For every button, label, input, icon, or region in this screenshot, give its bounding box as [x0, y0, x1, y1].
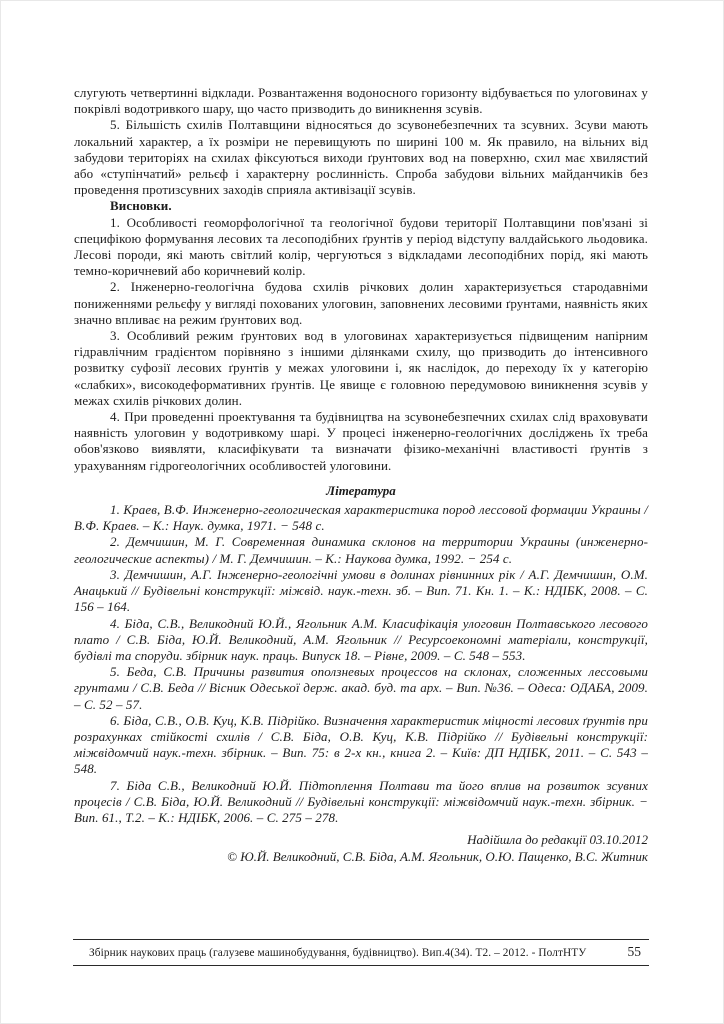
footer-journal-line: Збірник наукових праць (галузеве машинобудування, будівництво). Вип.4(34). Т2. – 2012. - ПолтНТУ — [89, 947, 587, 959]
conclusions-heading: Висновки. — [110, 198, 172, 214]
conclusion-item-3: 3. Особливий режим ґрунтових вод в улоговинах характеризується підвищеним напірним гідравлічним градієнтом порівняно з іншими ділянками схилу, що призводить до інтенсивного розвитку суфозії лесових ґрунтів у межах улоговини і, як наслідок, до переходу їх у категорію «слабких», високодеформативних ґрунтів. Це явище є головною передумовою виникнення зсувів у межах схилів річкових долин. — [74, 328, 648, 408]
conclusion-item-1: 1. Особливості геоморфологічної та геологічної будови території Полтавщини пов'язані зі специфікою формування лесових та лесоподібних ґрунтів у період відступу валдайського льодовика. Лесові породи, які мають світлий колір, чергуються з відкладами лесоподібних порід, які мають темно-коричневий або коричневий колір. — [74, 214, 648, 279]
reference-item-5: 5. Беда, С.В. Причины развития оползневых процессов на склонах, сложенных лессовыми грунтами / С.В. Беда // Вісник Одеської держ. акад. буд. та арх. – Вип. №36. – Одеса: ОДАБА, 2009. – С. 52 – 57. — [74, 664, 648, 712]
page-content — [74, 85, 648, 865]
footer-page-number: 55 — [627, 944, 641, 959]
authors-copyright: © Ю.Й. Великодний, С.В. Біда, А.М. Ягольник, О.Ю. Пащенко, В.С. Житник — [227, 849, 648, 865]
page-footer — [73, 939, 649, 966]
reference-item-4: 4. Біда, С.В., Великодний Ю.Й., Ягольник А.М. Класифікація улоговин Полтавського лесового плато / С.В. Біда, Ю.Й. Великодний, А.М. Ягольник // Ресурсоекономні матеріали, конструкції, будівлі та споруди. збірник наук. праць. Випуск 18. – Рівне, 2009. – С. 548 – 553. — [74, 615, 648, 663]
reference-item-3: 3. Демчишин, А.Г. Інженерно-геологічні умови в долинах рівнинних рік / А.Г. Демчишин, О.М. Анацький // Будівельні конструкції: міжвід. наук.-техн. зб. – Вип. 71. Кн. 1. – К.: НДІБК, 2008. – С. 156 – 164. — [74, 566, 648, 615]
reference-item-2: 2. Демчишин, М. Г. Современная динамика склонов на территории Украины (инженерно-геологические аспекты) / М. Г. Демчишин. – К.: Наукова думка, 1992. − 254 с. — [74, 534, 648, 566]
reference-item-7: 7. Біда С.В., Великодний Ю.Й. Підтоплення Полтави та його вплив на розвиток зсувних процесів / С.В. Біда, Ю.Й. Великодний // Будівельні конструкції: міжвідомчий наук.-техн. збірник. − Вип. 61., Т.2. – К.: НДІБК, 2006. – С. 275 – 278. — [74, 777, 648, 825]
reference-item-6: 6. Біда, С.В., О.В. Куц, К.В. Підрійко. Визначення характеристик міцності лесових ґрунтів при розрахунках стійкості схилів / С.В. Біда, О.В. Куц, К.В. Підрійко // Будівельні конструкції: міжвідомчий наук.-техн. збірник. – Вип. 75: в 2-х кн., книга 2. – Київ: ДП НДІБК, 2011. – С. 543 – 548. — [74, 712, 648, 777]
literature-heading: Література — [326, 482, 396, 498]
reference-item-1: 1. Краев, В.Ф. Инженерно-геологическая характеристика пород лессовой формации Украины / В.Ф. Краев. – К.: Наук. думка, 1971. − 548 с. — [74, 502, 648, 534]
paragraph-item-5: 5. Більшість схилів Полтавщини відносяться до зсувонебезпечних та зсувних. Зсуви мають локальний характер, а їх розміри не перевищують по ширині 100 м. Як правило, на вільних від забудови територіях на схилах фіксуються виходи ґрунтових вод на поверхню, схил має хвилястий або «ступінчатий» рельєф і характерну рослинність. Спроба забудови вільних майданчиків без проведення протизсувних заходів сприяла активізації зсувів. — [74, 117, 648, 198]
conclusion-item-4: 4. При проведенні проектування та будівництва на зсувонебезпечних схилах слід враховувати наявність улоговин у водотривкому шарі. У процесі інженерно-геологічних досліджень їх треба обов'язково виявляти, класифікувати та визначати фізико-механічні властивості ґрунтів з урахуванням гідрогеологічних особливостей улоговини. — [74, 409, 648, 473]
received-note: Надійшла до редакції 03.10.2012 — [467, 832, 648, 848]
conclusion-item-2: 2. Інженерно-геологічна будова схилів річкових долин характеризується стародавніми пониженнями рельєфу у вигляді похованих улоговин, заповнених лесовими ґрунтами, наявність яких значно впливає на режим ґрунтових вод. — [74, 279, 648, 327]
paragraph-continuation: слугують четвертинні відклади. Розвантаження водоносного горизонту відбувається по улоговинах у покрівлі водотривкого шару, що часто призводить до виникнення зсувів. — [74, 85, 648, 117]
